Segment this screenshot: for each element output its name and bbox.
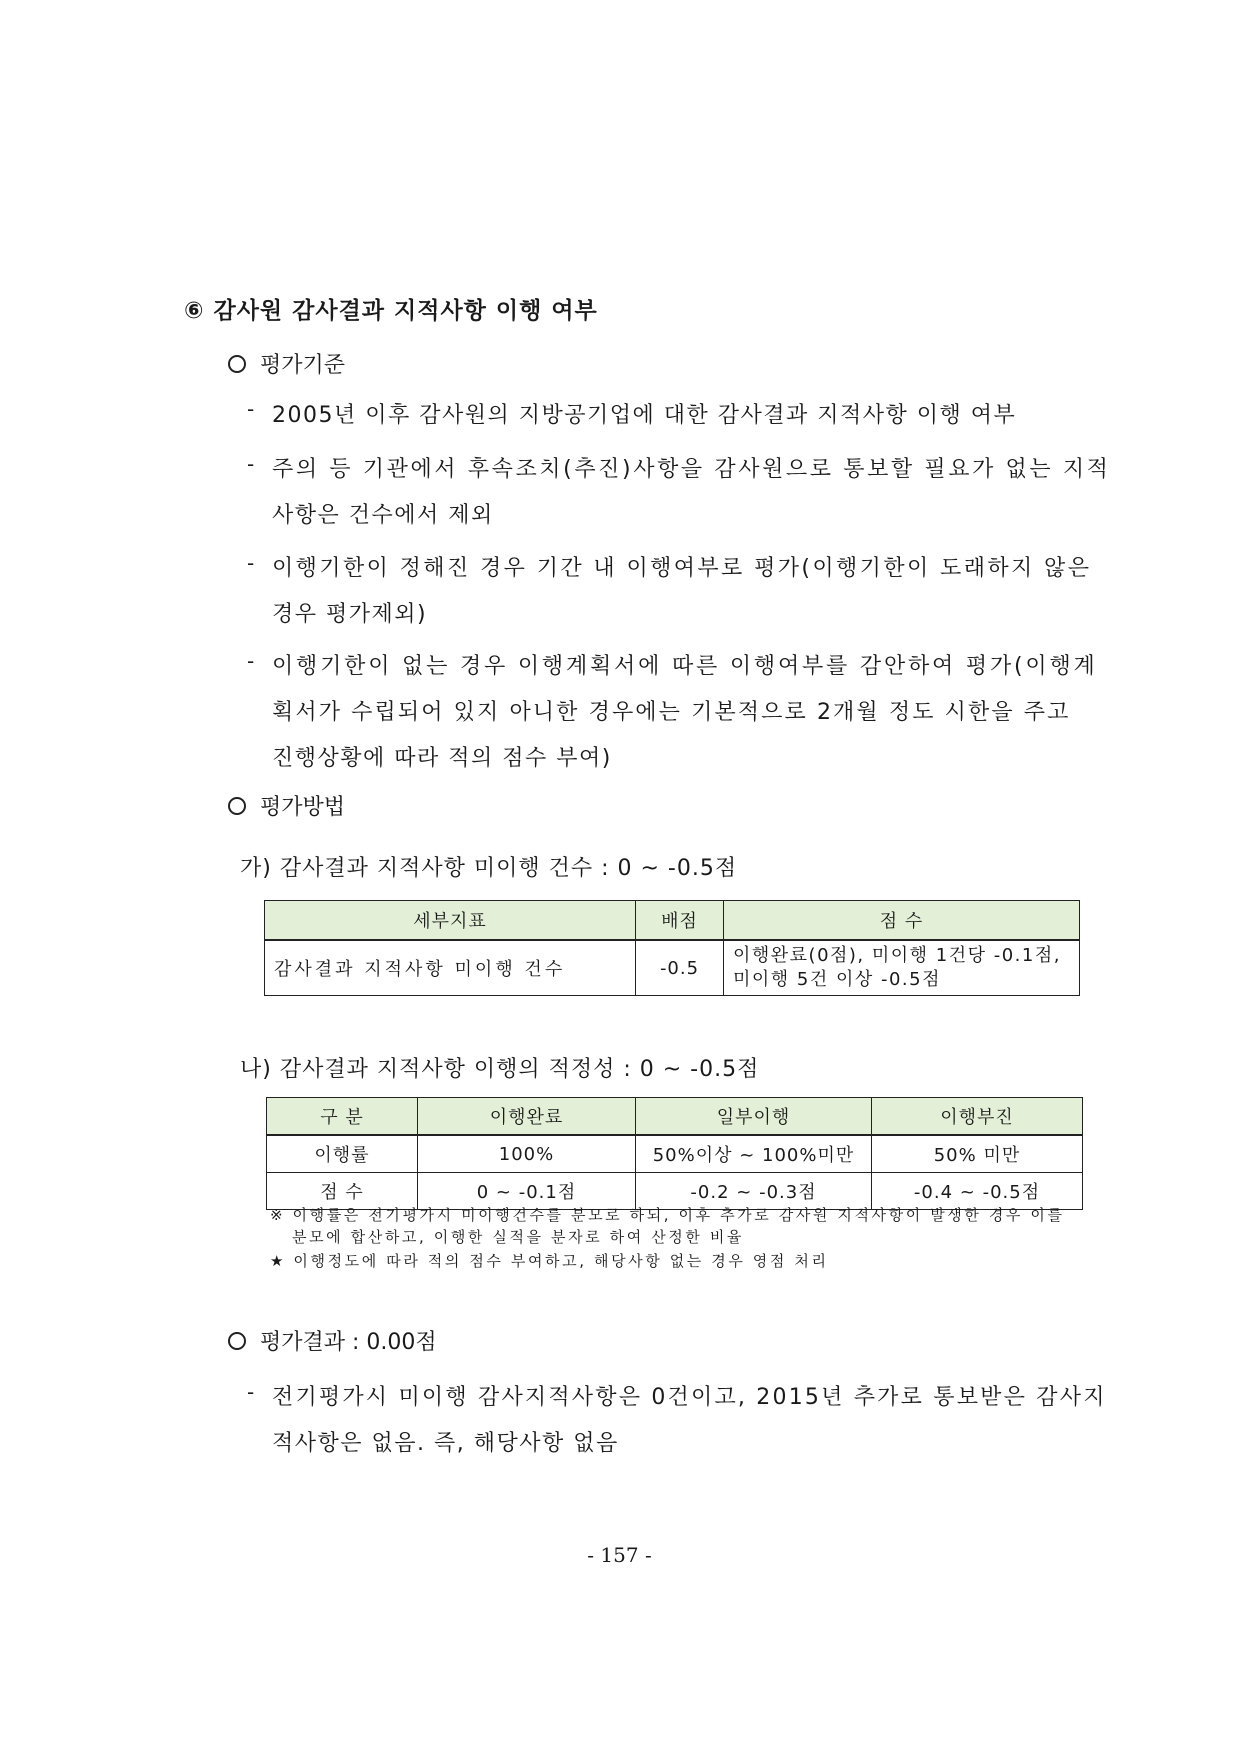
table-header-cell: 점 수 [724,901,1080,941]
result-line: 전기평가시 미이행 감사지적사항은 0건이고, 2015년 추가로 통보받은 감사지 [272,1385,1107,1410]
dash-bullet-icon: - [247,649,255,673]
method-heading-label: 평가방법 [260,795,346,820]
section-title: ⑥ 감사원 감사결과 지적사항 이행 여부 [184,298,598,324]
criteria-line: 이행기한이 정해진 경우 기간 내 이행여부로 평가(이행기한이 도래하지 않은 [272,556,1092,581]
criteria-heading-label: 평가기준 [260,353,346,378]
table-header-cell: 이행완료 [418,1098,636,1136]
circle-bullet-icon [228,797,246,815]
table-cell-score [724,940,1080,996]
result-heading [228,1325,437,1356]
table-header-row [265,901,1080,941]
criteria-line: 주의 등 기관에서 후속조치(추진)사항을 감사원으로 통보할 필요가 없는 지적 [272,457,1111,482]
table-cell: 100% [418,1135,636,1173]
compliance-table [266,1097,1083,1210]
criteria-heading [228,348,345,379]
page-number: - 157 - [587,1543,652,1567]
table-header-cell: 이행부진 [872,1098,1083,1136]
table-header-cell: 세부지표 [265,901,636,941]
table-cell: -0.4 ~ -0.5점 [872,1173,1083,1210]
indicator-table [264,900,1080,996]
score-line: 미이행 5건 이상 -0.5점 [733,969,941,990]
table-row [267,1135,1083,1173]
table-cell: 50%이상 ~ 100%미만 [636,1135,872,1173]
table-cell-points: -0.5 [636,940,724,996]
item-a-title: 가) 감사결과 지적사항 미이행 건수 : 0 ~ -0.5점 [240,856,738,881]
table-cell: 점 수 [267,1173,418,1210]
footnote: ★ 이행정도에 따라 적의 점수 부여하고, 해당사항 없는 경우 영점 처리 [270,1252,829,1270]
table-cell: -0.2 ~ -0.3점 [636,1173,872,1210]
dash-bullet-icon: - [247,397,255,421]
dash-bullet-icon: - [247,452,255,476]
footnote: 분모에 합산하고, 이행한 실적을 분자로 하여 산정한 비율 [292,1228,745,1246]
table-cell-indicator: 감사결과 지적사항 미이행 건수 [265,940,636,996]
table-header-cell: 구 분 [267,1098,418,1136]
criteria-line: 2005년 이후 감사원의 지방공기업에 대한 감사결과 지적사항 이행 여부 [272,403,1017,428]
item-b-title: 나) 감사결과 지적사항 이행의 적정성 : 0 ~ -0.5점 [240,1057,760,1082]
table-cell: 50% 미만 [872,1135,1083,1173]
criteria-line: 경우 평가제외) [272,602,428,627]
table-row [265,940,1080,996]
result-heading-label: 평가결과 : 0.00점 [260,1330,437,1355]
circle-bullet-icon [228,1332,246,1350]
table-header-cell: 일부이행 [636,1098,872,1136]
method-heading [228,790,345,821]
score-line: 이행완료(0점), 미이행 1건당 -0.1점, [733,945,1061,966]
table-header-cell: 배점 [636,901,724,941]
criteria-line: 진행상황에 따라 적의 점수 부여) [272,746,612,771]
table-header-row [267,1098,1083,1136]
criteria-line: 이행기한이 없는 경우 이행계획서에 따른 이행여부를 감안하여 평가(이행계 [272,654,1098,679]
dash-bullet-icon: - [247,551,255,575]
circle-bullet-icon [228,355,246,373]
criteria-line: 획서가 수립되어 있지 아니한 경우에는 기본적으로 2개월 정도 시한을 주고 [272,700,1071,725]
table-cell: 0 ~ -0.1점 [418,1173,636,1210]
table-cell: 이행률 [267,1135,418,1173]
dash-bullet-icon: - [247,1380,255,1404]
result-line: 적사항은 없음. 즉, 해당사항 없음 [272,1431,619,1456]
footnote: ※ 이행률은 전기평가시 미이행건수를 분모로 하되, 이후 추가로 감사원 지적사항이 발생한 경우 이를 [270,1206,1065,1224]
criteria-line: 사항은 건수에서 제외 [272,503,494,528]
